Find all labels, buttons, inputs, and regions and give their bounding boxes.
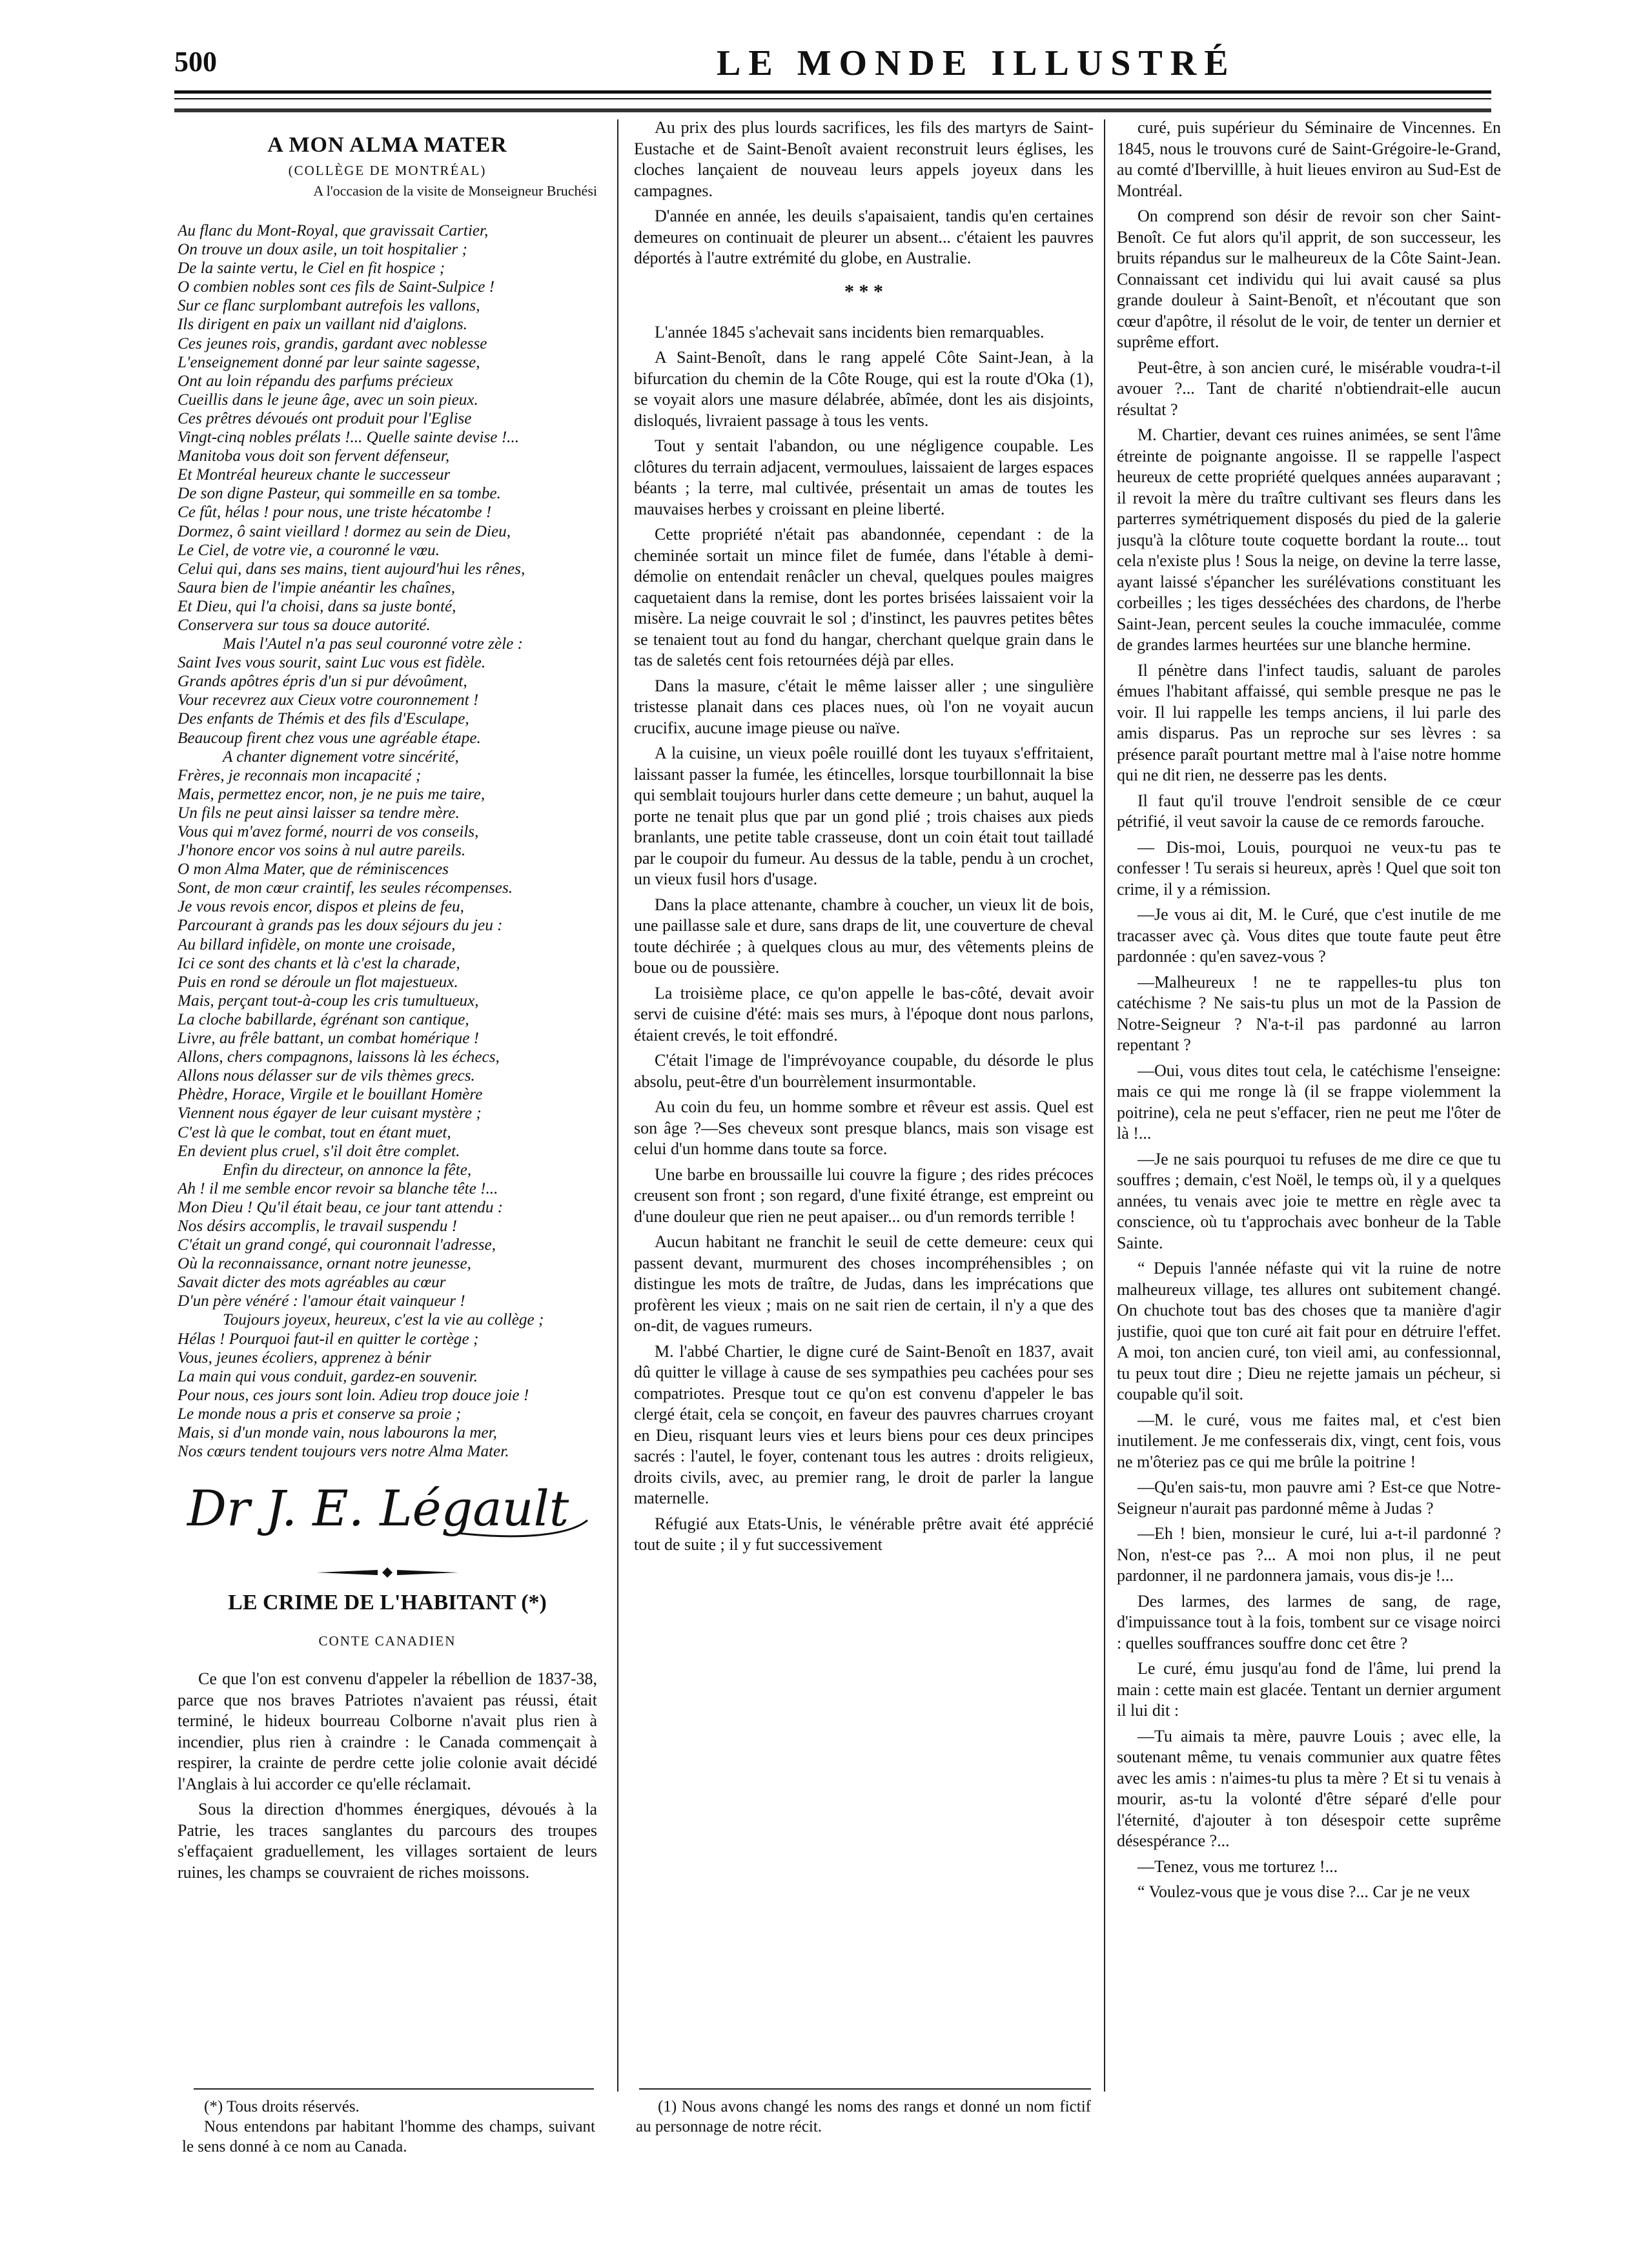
masthead-rule-heavy bbox=[174, 108, 1491, 112]
column-divider bbox=[1104, 119, 1105, 2092]
poem-line: Phèdre, Horace, Virgile et le bouillant Homère bbox=[178, 1086, 483, 1104]
footnote-rule bbox=[639, 2088, 1091, 2090]
paragraph: A Saint-Benoît, dans le rang appelé Côte Saint-Jean, à la bifurcation du chemin de la Côte Rouge, qui est la route d'Oka (1), se voyait alors une masure délabrée, abîmée, dont les ais disjoints, disloqués, livraient passage à tous les vents. bbox=[634, 348, 1094, 430]
footnote: (1) Nous avons changé les noms des rangs et donné un nom fictif au personnage de notre récit. bbox=[636, 2098, 1091, 2135]
poem-line: Au billard infidèle, on monte une croisade, bbox=[178, 935, 456, 953]
poem-line: Beaucoup firent chez vous une agréable étape. bbox=[178, 729, 481, 747]
poem-body bbox=[178, 221, 597, 1461]
poem-subtitle: (COLLÈGE DE MONTRÉAL) bbox=[288, 163, 487, 178]
poem-line: Sont, de mon cœur craintif, les seules récompenses. bbox=[178, 879, 513, 897]
poem-line: Enfin du directeur, on annonce la fête, bbox=[223, 1161, 472, 1179]
poem-line: Des enfants de Thémis et des fils d'Esculape, bbox=[178, 710, 469, 728]
poem-line: Conservera sur tous sa douce autorité. bbox=[178, 616, 431, 634]
paragraph: Sous la direction d'hommes énergiques, dévoués à la Patrie, les traces sanglantes du parcours des troupes s'effaçaient graduellement, les villages sortaient de leurs ruines, les champs se couvraient de riches moissons. bbox=[178, 1800, 597, 1882]
poem-line: Allons nous délasser sur de vils thèmes grecs. bbox=[178, 1067, 475, 1085]
poem-line: Dormez, ô saint vieillard ! dormez au sein de Dieu, bbox=[178, 522, 511, 540]
poem-line: Saint Ives vous sourit, saint Luc vous est fidèle. bbox=[178, 654, 486, 672]
poem-line: C'est là que le combat, tout en étant muet, bbox=[178, 1123, 451, 1141]
poem-line: Mais, si d'un monde vain, nous labourons la mer, bbox=[178, 1424, 497, 1441]
paragraph: D'année en année, les deuils s'apaisaient, tandis qu'en certaines demeures on continuait de pleurer un absent... c'étaient les pauvres déportés à l'autre extrémité du globe, en Australie. bbox=[634, 207, 1094, 267]
paragraph: L'année 1845 s'achevait sans incidents bien remarquables. bbox=[655, 322, 1045, 341]
paragraph: —Tenez, vous me torturez !... bbox=[1137, 1857, 1338, 1876]
story-text-col1 bbox=[178, 1669, 597, 1883]
paragraph: —Malheureux ! ne te rappelles-tu plus ton catéchisme ? Ne sais-tu plus un mot de la Passion de Notre-Seigneur ? N'a-t-il pas pardonné au larron repentant ? bbox=[1117, 972, 1501, 1054]
poem-line: Vingt-cinq nobles prélats !... Quelle sainte devise !... bbox=[178, 429, 520, 447]
signature-text: Dr J. E. Légault bbox=[187, 1479, 569, 1537]
poem-line: O combien nobles sont ces fils de Saint-Sulpice ! bbox=[178, 278, 495, 296]
poem-line: Frères, je reconnais mon incapacité ; bbox=[178, 766, 422, 784]
poem-line: Toujours joyeux, heureux, c'est la vie au collège ; bbox=[223, 1311, 544, 1329]
poem-line: Nos cœurs tendent toujours vers notre Alma Mater. bbox=[178, 1443, 509, 1461]
poem-line: Vous qui m'avez formé, nourri de vos conseils, bbox=[178, 823, 479, 840]
paragraph: Aucun habitant ne franchit le seuil de cette demeure: ceux qui passent devant, murmurent des choses incompréhensibles ; on distingue les mots de traître, de Judas, dans les imprécations que profèrent les vieux ; mais on ne sait rien de certain, il n'y a que des on-dit, de vagues rumeurs. bbox=[634, 1232, 1094, 1335]
poem-line: Ils dirigent en paix un vaillant nid d'aiglons. bbox=[178, 316, 467, 334]
paragraph: Au prix des plus lourds sacrifices, les fils des martyrs de Saint-Eustache et de Saint-Benoît avaient reconstruit leurs églises, les cloches lançaient de nouveau leurs appels joyeux dans les campagnes. bbox=[634, 118, 1094, 200]
poem-line: De la sainte vertu, le Ciel en fit hospice ; bbox=[178, 260, 445, 278]
poem-line: Je vous revois encor, dispos et pleins de feu, bbox=[178, 898, 464, 916]
poem-line: Parcourant à grands pas les doux séjours du jeu : bbox=[178, 917, 503, 935]
poem-line: Ici ce sont des chants et là c'est la charade, bbox=[178, 954, 460, 972]
signature-graphic bbox=[181, 1475, 594, 1546]
poem-line: Mon Dieu ! Qu'il était beau, ce jour tant attendu : bbox=[178, 1198, 504, 1216]
column-3 bbox=[1117, 117, 1501, 2086]
poem-line: Un fils ne peut ainsi laisser sa tendre mère. bbox=[178, 804, 460, 822]
column-1 bbox=[178, 117, 597, 2086]
paragraph: La troisième place, ce qu'on appelle le bas-côté, devait avoir servi de cuisine d'été: mais ses murs, à l'époque dont nous parlons, étaient crevés, le toit effondré. bbox=[634, 983, 1094, 1044]
poem-line: Mais, perçant tout-à-coup les cris tumultueux, bbox=[178, 992, 479, 1010]
footnote-rule bbox=[194, 2088, 594, 2090]
paragraph: Cette propriété n'était pas abandonnée, cependant : de la cheminée sortait un mince filet de fumée, dans l'étable à demi-démolie on entendait renâcler un cheval, quelques poules maigres caquetaient dans la remise, dont les portes brisées laissaient voir la misère. La neige couvrait le sol ; d'instinct, les pauvres petites bêtes se tenaient tout au fond du hangar, cherchant quelque grain dans le tas de saletés cent fois retournées déjà par elles. bbox=[634, 525, 1094, 669]
paragraph: “ Voulez-vous que je vous dise ?... Car je ne veux bbox=[1137, 1882, 1471, 1901]
footnote: (*) Tous droits réservés. bbox=[204, 2098, 360, 2115]
poem-line: Ont au loin répandu des parfums précieux bbox=[178, 372, 453, 390]
masthead-rule-thin bbox=[174, 98, 1491, 99]
poem-line: Et Dieu, qui l'a choisi, dans sa juste bonté, bbox=[178, 597, 456, 615]
column-divider bbox=[617, 119, 618, 2092]
footnote-block bbox=[182, 2097, 595, 2157]
column-2 bbox=[634, 117, 1094, 2086]
poem-line: Le Ciel, de votre vie, a couronné le vœu. bbox=[178, 541, 440, 559]
journal-title: LE MONDE ILLUSTRÉ bbox=[717, 43, 1236, 83]
poem-line: Grands apôtres épris d'un si pur dévoûment, bbox=[178, 673, 467, 691]
section-separator: * * * bbox=[844, 280, 883, 302]
poem-line: Saura bien de l'impie anéantir les chaînes, bbox=[178, 578, 456, 596]
poem-line: Livre, au frêle battant, un combat homérique ! bbox=[178, 1030, 480, 1048]
poem-line: La main qui vous conduit, gardez-en souvenir. bbox=[178, 1367, 478, 1385]
ornament-divider bbox=[178, 1566, 597, 1579]
poem-line: Cueillis dans le jeune âge, avec un soin pieux. bbox=[178, 391, 478, 409]
paragraph: M. Chartier, devant ces ruines animées, se sent l'âme étreinte de poignante angoisse. Il se rappelle l'aspect heureux de cette propriété quelques années auparavant ; il revoit la mère du traître cultivant ses fleurs dans les parterres symétriquement disposés du pied de la galerie jusqu'à la clôture toute coquette bordant la route... tout cela n'existe plus ! Sous la neige, on devine la terre lasse, ayant laissé s'épancher les surélévations constituant les corbeilles ; les tiges desséchées des chardons, de l'herbe Saint-Jean, percent seules la couche immaculée, comme de grandes larmes heurtées sur une blanche hermine. bbox=[1117, 425, 1501, 654]
paragraph: —M. le curé, vous me faites mal, et c'est bien inutilement. Je me confesserais dix, vingt, cent fois, vous ne m'ôteriez pas ce qui me brûle la poitrine ! bbox=[1117, 1410, 1501, 1471]
poem-line: Manitoba vous doit son fervent défenseur, bbox=[178, 447, 450, 465]
poem-line: Pour nous, ces jours sont loin. Adieu trop douce joie ! bbox=[178, 1386, 529, 1404]
paragraph: Une barbe en broussaille lui couvre la figure ; des rides précoces creusent son front ; son regard, d'une fixité étrange, est empreint ou d'une douleur que rien ne peut apaiser... ou d'un remords terrible ! bbox=[634, 1165, 1094, 1226]
paragraph: —Je vous ai dit, M. le Curé, que c'est inutile de me tracasser avec çà. Vous dites que toute faute peut être pardonnée : qu'en savez-vous ? bbox=[1117, 905, 1501, 966]
story-text-col2-a bbox=[634, 117, 1094, 269]
poem-line: Au flanc du Mont-Royal, que gravissait Cartier, bbox=[178, 222, 489, 239]
paragraph: Ce que l'on est convenu d'appeler la rébellion de 1837-38, parce que nos braves Patriotes n'avaient pas réussi, était terminé, le hideux bourreau Colborne n'avait plus rien à incendier, plus rien à craindre : le Canada commençait à respirer, la crainte de perdre cette jolie colonie avait décidé l'Anglais à lui accorder ce qu'elle réclamait. bbox=[178, 1669, 597, 1793]
poem-line: Et Montréal heureux chante le successeur bbox=[178, 466, 451, 484]
poem-line: En devient plus cruel, s'il doit être complet. bbox=[178, 1142, 460, 1160]
paragraph: —Eh ! bien, monsieur le curé, lui a-t-il pardonné ? Non, n'est-ce pas ?... A moi non plus, il ne peut pardonner, il ne pardonnera jamais, vous dis-je !... bbox=[1117, 1524, 1501, 1585]
poem-line: C'était un grand congé, qui couronnait l'adresse, bbox=[178, 1236, 496, 1254]
poem-line: Ce fût, hélas ! pour nous, une triste hécatombe ! bbox=[178, 504, 492, 522]
poem-title: A MON ALMA MATER bbox=[267, 133, 507, 157]
poem-line: Puis en rond se déroule un flot majestueux. bbox=[178, 973, 458, 991]
paragraph: —Oui, vous dites tout cela, le catéchisme l'enseigne: mais ce qui me ronge là (il se frappe violemment la poitrine), cela ne peut s'effacer, rien ne peut me l'ôter de là !... bbox=[1117, 1061, 1501, 1143]
poem-line: Ah ! il me semble encor revoir sa blanche tête !... bbox=[178, 1179, 498, 1197]
footnote: Nous entendons par habitant l'homme des champs, suivant le sens donné à ce nom au Canada. bbox=[182, 2118, 595, 2155]
poem-line: Vous, jeunes écoliers, apprenez à bénir bbox=[178, 1349, 431, 1367]
paragraph: Dans la place attenante, chambre à coucher, un vieux lit de bois, une paillasse sale et dure, sans draps de lit, une couverture de cheval toute déchirée ; à quelques clous au mur, des vêtements pleins de boue ou de poussière. bbox=[634, 895, 1094, 977]
poem-line: Mais l'Autel n'a pas seul couronné votre zèle : bbox=[223, 635, 523, 653]
poem-line: Vour recevrez aux Cieux votre couronnement ! bbox=[178, 691, 479, 709]
poem-line: Nos désirs accomplis, le travail suspendu ! bbox=[178, 1217, 458, 1235]
poem-line: Où la reconnaissance, ornant notre jeunesse, bbox=[178, 1255, 471, 1273]
paragraph: On comprend son désir de revoir son cher Saint-Benoît. Ce fut alors qu'il apprit, de son successeur, les bruits répandus sur le malheureux de la Côte Saint-Jean. Connaissant cet individu qui lui avait causé sa plus grande douleur à Saint-Benoît, et n'écoutant que son cœur d'apôtre, il résolut de le voir, de tenter un dernier et suprême effort. bbox=[1117, 207, 1501, 351]
poem-line: Mais, permettez encor, non, je ne puis me taire, bbox=[178, 785, 485, 803]
paragraph: Peut-être, à son ancien curé, le misérable voudra-t-il avouer ?... Tant de charité n'obtiendrait-elle aucun résultat ? bbox=[1117, 358, 1501, 419]
poem-line: De son digne Pasteur, qui sommeille en sa tombe. bbox=[178, 485, 501, 503]
poem-line: Ces prêtres dévoués ont produit pour l'Eglise bbox=[178, 409, 472, 427]
paragraph: Tout y sentait l'abandon, ou une négligence coupable. Les clôtures du terrain adjacent, vermoulues, laissaient de larges espaces béants ; la terre, mal cultivée, présentait un amas de toutes les mauvaises herbes y croissant en pleine liberté. bbox=[634, 436, 1094, 518]
poem-line: Savait dicter des mots agréables au cœur bbox=[178, 1274, 446, 1292]
poem-line: Le monde nous a pris et conserve sa proie ; bbox=[178, 1405, 462, 1423]
paragraph: A la cuisine, un vieux poêle rouillé dont les tuyaux s'effritaient, laissant passer la fumée, les étincelles, lorsque tourbillonnait la bise qui semblait toujours hurler dans cette demeure ; un bahut, auquel la porte ne tenait plus que par un gond plié ; trois chaises aux pieds branlants, une petite table crasseuse, dont un coin était tout tailladé par le coupoir du fumeur. Au dessus de la table, pendu à un crochet, un vieux fusil hors d'usage. bbox=[634, 744, 1094, 888]
masthead-rule bbox=[174, 90, 1491, 94]
paragraph: Il pénètre dans l'infect taudis, saluant de paroles émues l'habitant affaissé, qui semble presque ne pas le voir. Il lui rappelle les temps anciens, il lui parle des amis disparus. Pas un reproche sur ses lèvres : sa présence paraît pourtant mettre mal à l'aise notre homme qui ne dit rien, ne desserre pas les dents. bbox=[1117, 660, 1501, 784]
paragraph: Dans la masure, c'était le même laisser aller ; une singulière tristesse planait dans ces places nues, où l'on ne voyait aucun crucifix, aucune image pieuse ou naïve. bbox=[634, 676, 1094, 737]
paragraph: C'était l'image de l'imprévoyance coupable, du désorde le plus absolu, peut-être d'un bourrèlement insurmontable. bbox=[634, 1051, 1094, 1091]
poem-line: Sur ce flanc surplombant autrefois les vallons, bbox=[178, 297, 480, 315]
poem-line: Viennent nous égayer de leur cuisant mystère ; bbox=[178, 1105, 482, 1123]
poem-line: La cloche babillarde, égrénant son cantique, bbox=[178, 1010, 469, 1028]
poem-line: On trouve un doux asile, un toit hospitalier ; bbox=[178, 241, 467, 259]
paragraph: Il faut qu'il trouve l'endroit sensible de ce cœur pétrifié, il veut savoir la cause de ce remords farouche. bbox=[1117, 791, 1501, 831]
paragraph: M. l'abbé Chartier, le digne curé de Saint-Benoît en 1837, avait dû quitter le village à cause de ses sympathies peu cachées pour ses compatriotes. Presque tout ce qu'on est convenu d'appeler le bas clergé était, cela se conçoit, en faveur des pauvres charrues croyant en Dieu, risquant leurs vies et leurs biens pour ces deux principes sacrés : l'autel, le foyer, contenant tous les autres : droits religieux, droits civils, avec, au premier rang, le droit de parler la langue maternelle. bbox=[634, 1341, 1094, 1507]
story-text-col3 bbox=[1117, 117, 1501, 1903]
paragraph: curé, puis supérieur du Séminaire de Vincennes. En 1845, nous le trouvons curé de Saint-Grégoire-le-Grand, au comté d'Ibervillle, à huit lieues environ au Sud-Est de Montréal. bbox=[1117, 118, 1501, 200]
footnote-block bbox=[636, 2097, 1091, 2137]
page-number: 500 bbox=[174, 46, 217, 77]
paragraph: —Qu'en sais-tu, mon pauvre ami ? Est-ce que Notre-Seigneur n'aurait pas pardonné même à Judas ? bbox=[1117, 1478, 1501, 1518]
poem-line: L'enseignement donné par leur sainte sagesse, bbox=[178, 353, 480, 371]
poem-line: Allons, chers compagnons, laissons là les échecs, bbox=[178, 1048, 500, 1066]
poem-occasion: A l'occasion de la visite de Monseigneur Bruchési bbox=[313, 183, 597, 199]
poem-line: O mon Alma Mater, que de réminiscences bbox=[178, 860, 449, 879]
poem-line: J'honore encor vos soins à nul autre pareils. bbox=[178, 842, 466, 860]
poem-line: Ces jeunes rois, grandis, gardant avec noblesse bbox=[178, 334, 487, 352]
paragraph: —Je ne sais pourquoi tu refuses de me dire ce que tu souffres ; demain, c'est Noël, le temps où, il y a quelques années, tu venais avec joie te mettre en règle avec ta conscience, où tu t'approchais avec bonheur de la Table Sainte. bbox=[1117, 1149, 1501, 1252]
paragraph: “ Depuis l'année néfaste qui vit la ruine de notre malheureux village, tes allures ont subitement changé. On chuchote tout bas des choses que ta manière d'agir justifie, quoi que ton curé ait fait pour en détruire l'effet. A moi, ton ancien curé, ton vieil ami, au confessionnal, tu peux tout dire ; Dieu ne rejette jamais un pécheur, si coupable qu'il soit. bbox=[1117, 1259, 1501, 1403]
poem-line: Hélas ! Pourquoi faut-il en quitter le cortège ; bbox=[178, 1330, 479, 1348]
story-title: LE CRIME DE L'HABITANT (*) bbox=[228, 1591, 547, 1615]
story-text-col2-b bbox=[634, 322, 1094, 1556]
poem-line: Celui qui, dans ses mains, tient aujourd'hui les rênes, bbox=[178, 560, 525, 578]
paragraph: — Dis-moi, Louis, pourquoi ne veux-tu pas te confesser ! Tu serais si heureux, après ! Quel que soit ton crime, il y a rémission. bbox=[1117, 837, 1501, 899]
story-subtitle: CONTE CANADIEN bbox=[318, 1633, 456, 1649]
paragraph: Le curé, ému jusqu'au fond de l'âme, lui prend la main : cette main est glacée. Tentant un dernier argument il lui dit : bbox=[1117, 1659, 1501, 1720]
paragraph: Au coin du feu, un homme sombre et rêveur est assis. Quel est son âge ?—Ses cheveux sont presque blancs, mais son visage est celui d'un homme dans toute sa force. bbox=[634, 1097, 1094, 1158]
poem-line: A chanter dignement votre sincérité, bbox=[223, 748, 459, 766]
paragraph: Des larmes, des larmes de sang, de rage, d'impuissance tout à la fois, tombent sur ce visage noirci : quelles souffrances souffre donc cet être ? bbox=[1117, 1591, 1501, 1653]
poem-line: D'un père vénéré : l'amour était vainqueur ! bbox=[178, 1292, 465, 1310]
paragraph: —Tu aimais ta mère, pauvre Louis ; avec elle, la soutenant même, tu venais communier aux quatre fêtes avec les amis : n'aimes-tu plus ta mère ? Et si tu venais à mourir, as-tu la volonté d'être séparé d'elle pour l'éternité, d'ajouter à ton désespoir cette suprême désespérance ?... bbox=[1117, 1726, 1501, 1850]
paragraph: Réfugié aux Etats-Unis, le vénérable prêtre avait été apprécié tout de suite ; il y fut successivement bbox=[634, 1514, 1094, 1554]
signature bbox=[178, 1470, 597, 1551]
